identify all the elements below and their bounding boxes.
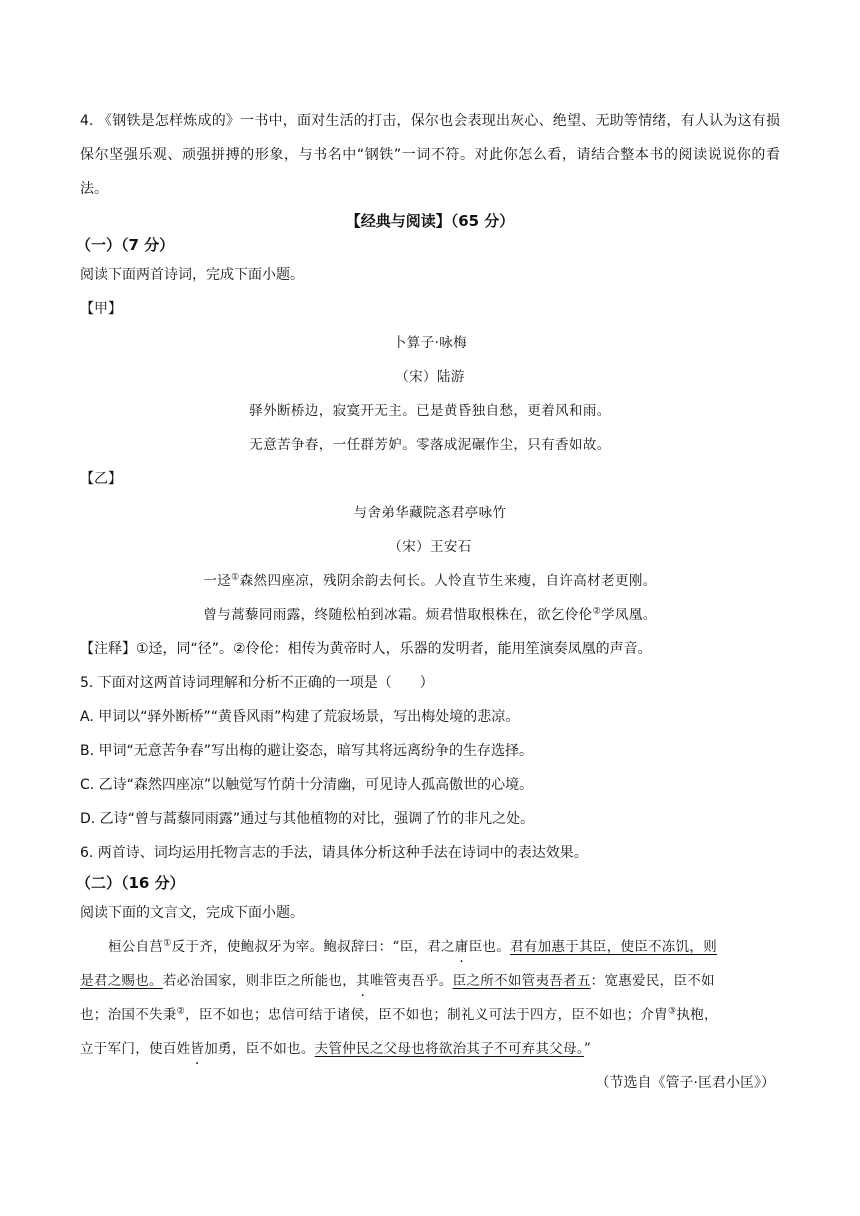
passage-source: （节选自《管子·匡君小匡》） (595, 1075, 775, 1091)
footnote-marker: ② (176, 1006, 185, 1017)
poem-jia-label: 【甲】 (80, 301, 122, 317)
part1-heading: （一）（7 分） (76, 236, 175, 254)
poem-yi-line-1: 一迳①森然四座凉，残阴余韵去何长。人怜直节生来瘦，自许高材老更刚。 (203, 572, 657, 589)
question-6: 6. 两首诗、词均运用托物言志的手法，请具体分析这种手法在诗词中的表达效果。 (80, 845, 588, 861)
footnote-marker: ② (592, 606, 602, 617)
footnote-marker: ① (163, 938, 172, 949)
part1-instruction: 阅读下面两首诗词，完成下面小题。 (80, 267, 304, 283)
question-5-option-c: C. 乙诗“森然四座凉”以触觉写竹荫十分清幽，可见诗人孤高傲世的心境。 (80, 777, 534, 793)
poem-yi-title: 与舍弟华藏院忞君亭咏竹 (353, 505, 507, 521)
footnote-marker: ① (231, 572, 240, 583)
question-5-option-a: A. 甲词以“驿外断桥”“黄昏风雨”构建了荒寂场景，写出梅处境的悲凉。 (80, 709, 520, 725)
section-title: 【经典与阅读】（65 分） (345, 212, 515, 230)
classical-passage-line-2: 是君之赐也。若必治国家，则非臣之所能也，其唯管夷吾乎。臣之所不如管夷吾者五：宽惠爱民，臣不如 (80, 973, 715, 989)
emphasized-char: 庸 (454, 939, 469, 955)
classical-passage-line-1: 桓公自莒①反于齐，使鲍叔牙为宰。鲍叔辞曰：“臣，君之庸臣也。君有加惠于其臣，使臣不冻饥，则 (108, 938, 717, 955)
part2-heading: （二）（16 分） (76, 874, 185, 892)
poem-jia-line-1: 驿外断桥边，寂寞开无主。已是黄昏独自愁，更着风和雨。 (249, 403, 611, 419)
poem-jia-line-2: 无意苦争春，一任群芳妒。零落成泥碾作尘，只有香如故。 (249, 437, 611, 453)
poem-yi-label: 【乙】 (80, 471, 122, 487)
question-5-option-d: D. 乙诗“曾与蒿藜同雨露”通过与其他植物的对比，强调了竹的非凡之处。 (80, 811, 535, 827)
classical-passage-line-3: 也；治国不失秉②，臣不如也；忠信可结于诸侯，臣不如也；制礼义可法于四方，臣不如也；介胄③执枹， (80, 1006, 718, 1023)
poem-notes: 【注释】①迳，同“径”。②伶伦：相传为黄帝时人，乐器的发明者，能用笙演奏凤凰的声音。 (80, 641, 652, 657)
poem-jia-author: （宋）陆游 (395, 369, 465, 385)
emphasized-char: 其 (356, 973, 370, 989)
classical-passage-line-4: 立于军门，使百姓皆加勇，臣不如也。夫管仲民之父母也将欲治其子不可弃其父母。” (80, 1041, 592, 1057)
question-5-option-b: B. 甲词“无意苦争春”写出梅的避让姿态，暗写其将远离纷争的生存选择。 (80, 743, 534, 759)
poem-yi-line-2: 曾与蒿藜同雨露，终随松柏到冰霜。烦君惜取根株在，欲乞伶伦②学凤凰。 (203, 606, 657, 623)
underlined-sentence: 臣之所不如管夷吾者五 (452, 973, 591, 989)
footnote-marker: ③ (667, 1006, 677, 1017)
underlined-sentence: 君有加惠于其臣，使臣不冻饥，则 (510, 939, 717, 955)
poem-jia-title: 卜算子·咏梅 (392, 335, 468, 351)
part2-instruction: 阅读下面的文言文，完成下面小题。 (80, 905, 304, 921)
underlined-sentence: 夫管仲民之父母也将欲治其子不可弃其父母。 (314, 1041, 584, 1057)
emphasized-char: 皆 (190, 1041, 205, 1057)
underlined-sentence: 是君之赐也。 (80, 973, 163, 989)
poem-yi-author: （宋）王安石 (388, 539, 472, 555)
question-5-stem: 5. 下面对这两首诗词理解和分析不正确的一项是（ ） (80, 675, 434, 691)
question-4: 4. 《钢铁是怎样炼成的》一书中，面对生活的打击，保尔也会表现出灰心、绝望、无助等情绪，有人认为这有损保尔坚强乐观、顽强拼搏的形象，与书名中“钢铁”一词不符。对此你怎么看，请结合整本书的阅读说说你的看法。 (80, 113, 780, 197)
